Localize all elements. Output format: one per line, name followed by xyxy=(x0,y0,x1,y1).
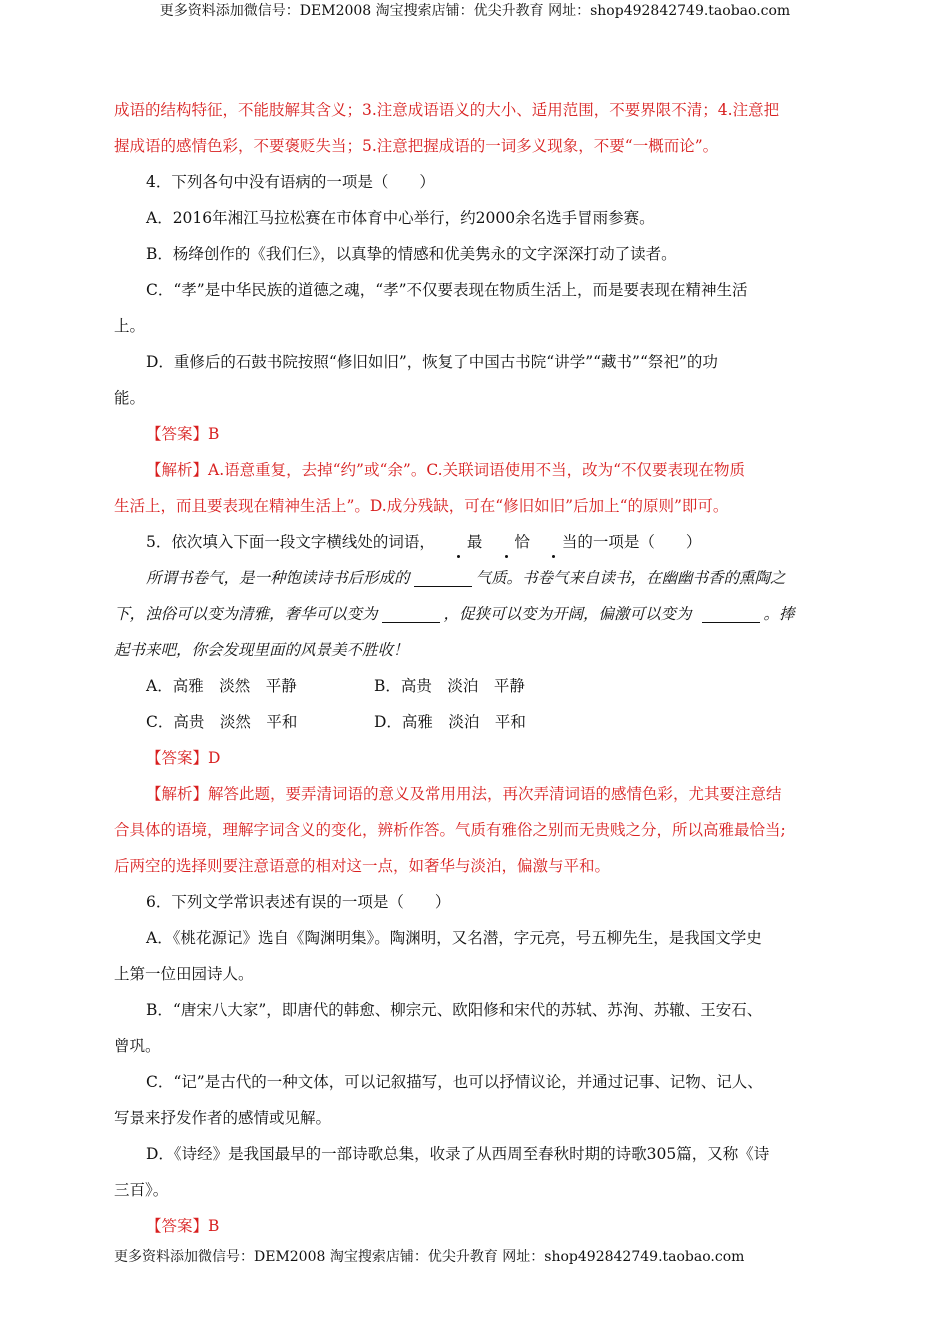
q6-option-d-line2: 三百》。 xyxy=(114,1181,169,1199)
passage-text: 所谓书卷气，是一种饱读诗书后形成的 xyxy=(146,569,410,587)
q5-stem xyxy=(114,524,839,560)
answer-value: B xyxy=(208,1217,220,1235)
q5-analysis-line3: 后两空的选择则要注意语意的相对这一点，如奢华与淡泊，偏激与平和。 xyxy=(114,857,611,875)
q5-stem-pre: 5．依次填入下面一段文字横线处的词语， xyxy=(146,533,435,551)
q5-analysis-line2: 合具体的语境，理解字词含义的变化，辨析作答。气质有雅俗之别而无贵贱之分，所以高雅最恰当; xyxy=(114,821,786,839)
answer-value: D xyxy=(208,749,221,767)
q6-option-c-line1: C．“记”是古代的一种文体，可以记叙描写，也可以抒情议论，并通过记事、记物、记人、 xyxy=(146,1073,763,1091)
q5-analysis-line1 xyxy=(114,776,839,812)
passage-text: 气质。书卷气来自读书，在幽幽书香的熏陶之 xyxy=(475,569,786,587)
q4-analysis-line2: 生活上，而且要表现在精神生活上”。D.成分残缺，可在“修旧如旧”后加上“的原则”即可。 xyxy=(114,497,729,515)
fill-blank-2 xyxy=(382,604,440,623)
q5-passage-line2 xyxy=(114,596,839,632)
answer-tag: 【答案】 xyxy=(146,425,209,443)
passage-text: 。捧 xyxy=(763,605,795,623)
q5-passage-line1 xyxy=(114,560,839,596)
q5-stem-post: 的一项是（ ） xyxy=(577,533,702,551)
page-header: 更多资料添加微信号：DEM2008 淘宝搜索店铺：优尖升教育 网址：shop492842749.taobao.com xyxy=(159,3,791,19)
answer-tag: 【答案】 xyxy=(146,1217,209,1235)
q5-option-a: A．高雅 淡然 平静 xyxy=(146,677,297,695)
emphasis-char: 恰 xyxy=(482,524,530,560)
q5-option-c: C．高贵 淡然 平和 xyxy=(146,713,298,731)
q6-answer xyxy=(114,1208,839,1244)
emphasis-char: 当 xyxy=(530,524,578,560)
analysis-text: A.语意重复，去掉“约”或“余”。C.关联词语使用不当，改为“不仅要表现在物质 xyxy=(208,461,745,479)
q4-option-c-line1: C．“孝”是中华民族的道德之魂，“孝”不仅要表现在物质生活上，而是要表现在精神生活 xyxy=(146,281,748,299)
answer-value: B xyxy=(208,425,220,443)
answer-tag: 【答案】 xyxy=(146,749,209,767)
emphasis-char: 最 xyxy=(435,524,483,560)
q5-passage-line3: 起书来吧，你会发现里面的风景美不胜收！ xyxy=(114,641,409,659)
q4-option-b: B．杨绛创作的《我们仨》，以真挚的情感和优美隽永的文字深深打动了读者。 xyxy=(146,245,677,263)
q6-option-b-line1: B．“唐宋八大家”，即唐代的韩愈、柳宗元、欧阳修和宋代的苏轼、苏洵、苏辙、王安石、 xyxy=(146,1001,763,1019)
page-footer: 更多资料添加微信号：DEM2008 淘宝搜索店铺：优尖升教育 网址：shop492842749.taobao.com xyxy=(114,1249,745,1265)
q6-option-c-line2: 写景来抒发作者的感情或见解。 xyxy=(114,1109,332,1127)
q5-option-b: B．高贵 淡泊 平静 xyxy=(374,677,525,695)
fill-blank-1 xyxy=(414,568,472,587)
q4-option-d-line1: D．重修后的石鼓书院按照“修旧如旧”，恢复了中国古书院“讲学”“藏书”“祭祀”的功 xyxy=(146,353,718,371)
q5-answer xyxy=(114,740,839,776)
q4-stem: 4．下列各句中没有语病的一项是（ ） xyxy=(146,173,435,191)
passage-text: ，促狭可以变为开阔，偏激可以变为 xyxy=(443,605,692,623)
document-body xyxy=(114,92,839,1244)
q6-option-b-line2: 曾巩。 xyxy=(114,1037,161,1055)
q4-analysis-line1 xyxy=(114,452,839,488)
q4-answer xyxy=(114,416,839,452)
intro-line-2: 握成语的感情色彩，不要褒贬失当；5.注意把握成语的一词多义现象，不要“一概而论”。 xyxy=(114,137,719,155)
intro-line-1: 成语的结构特征，不能肢解其含义；3.注意成语语义的大小、适用范围，不要界限不清；4.注意把 xyxy=(114,101,780,119)
q5-option-d: D．高雅 淡泊 平和 xyxy=(374,713,526,731)
q6-option-a-line1: A．《桃花源记》选自《陶渊明集》。陶渊明，又名潜，字元亮，号五柳先生，是我国文学史 xyxy=(146,929,762,947)
analysis-text: 解答此题，要弄清词语的意义及常用用法，再次弄清词语的感情色彩，尤其要注意结 xyxy=(208,785,782,803)
q6-stem: 6．下列文学常识表述有误的一项是（ ） xyxy=(146,893,451,911)
passage-text: 下，浊俗可以变为清雅，奢华可以变为 xyxy=(114,605,378,623)
q4-option-c-line2: 上。 xyxy=(114,317,146,335)
q6-option-d-line1: D．《诗经》是我国最早的一部诗歌总集，收录了从西周至春秋时期的诗歌305篇，又称《诗 xyxy=(146,1145,770,1163)
q5-options-row2 xyxy=(114,704,839,740)
fill-blank-3 xyxy=(702,604,760,623)
q6-option-a-line2: 上第一位田园诗人。 xyxy=(114,965,254,983)
analysis-tag: 【解析】 xyxy=(146,461,209,479)
analysis-tag: 【解析】 xyxy=(146,785,209,803)
q4-option-d-line2: 能。 xyxy=(114,389,146,407)
q5-options-row1 xyxy=(114,668,839,704)
q4-option-a: A．2016年湘江马拉松赛在市体育中心举行，约2000余名选手冒雨参赛。 xyxy=(146,209,655,227)
